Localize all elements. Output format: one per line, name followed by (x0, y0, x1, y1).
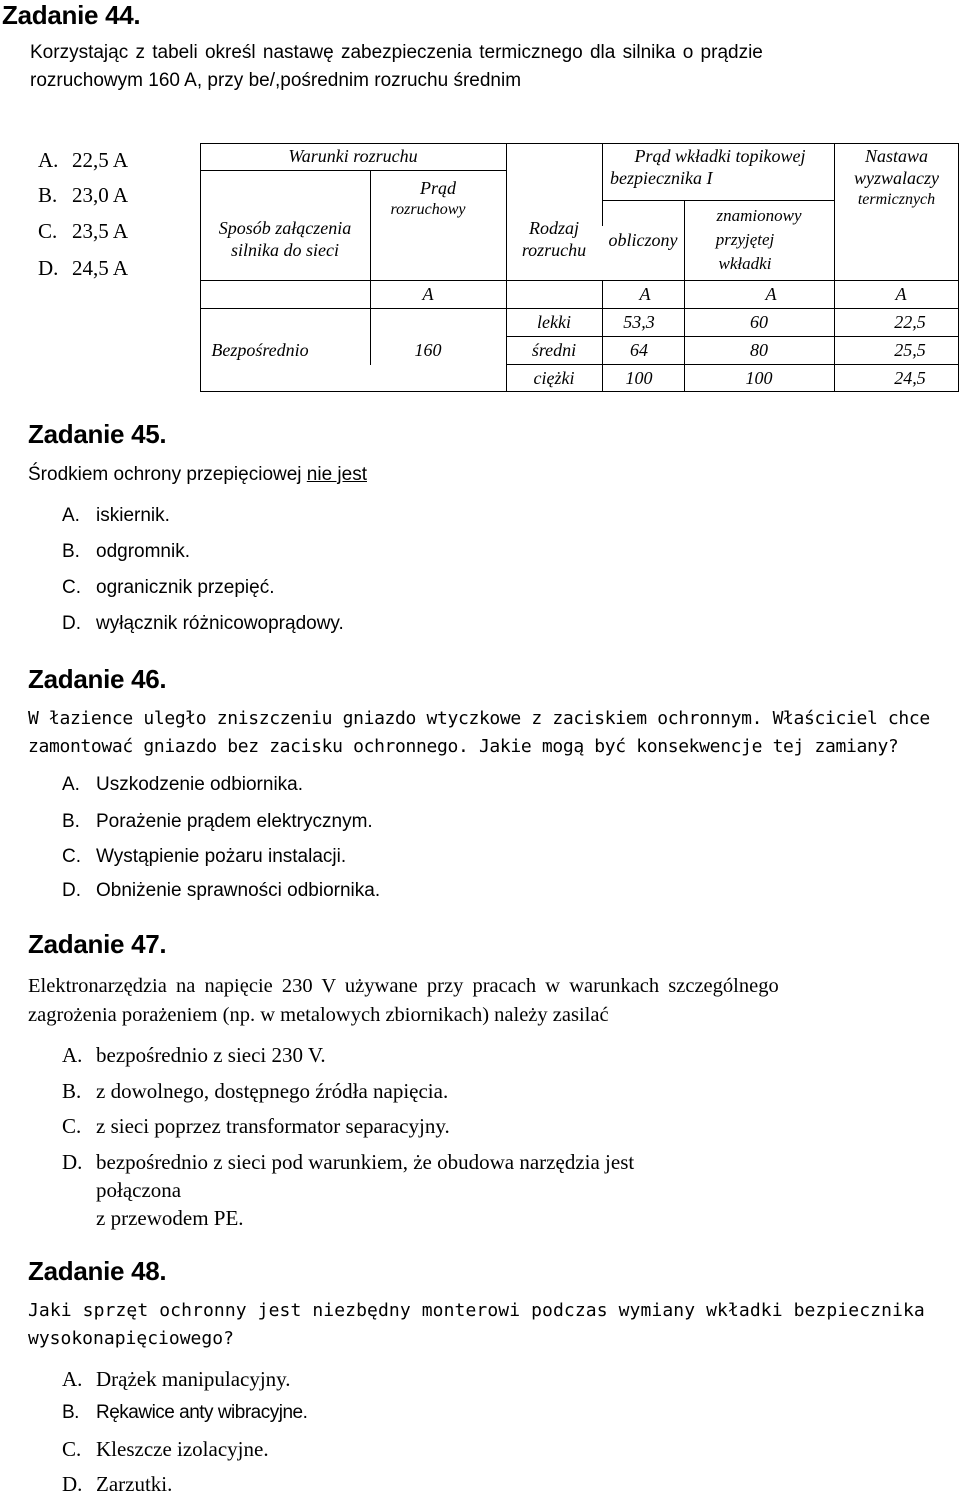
cell-nastawa: 24,5 (894, 368, 926, 388)
cell-nastawa: 22,5 (894, 312, 926, 332)
task-44-option-d[interactable]: D. 24,5 A (38, 256, 129, 280)
task-47-heading: Zadanie 47. (28, 929, 167, 959)
cell-znamionowy: 80 (750, 340, 768, 360)
task-44-question-line1: Korzystając z tabeli określ nastawę zabezpieczenia termicznego dla silnika o prądzie (30, 42, 763, 63)
header-prad-rozruchowy-line1: Prąd (420, 178, 456, 198)
table-row-divider (200, 280, 959, 281)
task-46-question-line1: W łazience uległo zniszczeniu gniazdo wtyczkowe z zaciskiem ochronnym. Właściciel chce (28, 708, 930, 729)
task-48-option-a[interactable]: A. Drążek manipulacyjny. (62, 1367, 291, 1391)
task-45-option-a[interactable]: A. iskiernik. (62, 505, 170, 526)
task-48-option-d[interactable]: D. Zarzutki. (62, 1472, 173, 1496)
task-47-option-d-cont2: z przewodem PE. (96, 1206, 244, 1230)
task-47-question-line1: Elektronarzędzia na napięcie 230 V używane przy pracach w warunkach szczególnego (28, 975, 779, 997)
header-rodzaj-line1: Rodzaj (528, 218, 579, 238)
table-row-divider (200, 308, 959, 309)
cell-znamionowy: 100 (745, 368, 773, 388)
task-48-option-c[interactable]: C. Kleszcze izolacyjne. (62, 1437, 269, 1461)
header-znamionowy-line2: przyjętej (715, 230, 775, 249)
header-znamionowy-line1: znamionowy (716, 206, 802, 225)
unit-znamionowy: A (765, 284, 777, 304)
header-prad-wkladki-line2: bezpiecznika I (610, 168, 713, 188)
table-border-bottom (200, 391, 959, 392)
header-rodzaj-line2: rozruchu (521, 240, 587, 260)
task-45-question: Środkiem ochrony przepięciowej nie jest (28, 464, 367, 485)
unit-nastawa: A (895, 284, 907, 304)
task-46-question-line2: zamontować gniazdo bez zacisku ochronnego. Jakie mogą być konsekwencje tej zamiany? (28, 736, 899, 757)
table-row-divider (506, 336, 959, 337)
task-44-option-b[interactable]: B. 23,0 A (38, 183, 129, 207)
motor-protection-table (200, 143, 959, 392)
task-46-option-b[interactable]: B. Porażenie prądem elektrycznym. (62, 811, 373, 832)
cell-sposob-bezposrednio: Bezpośrednio (211, 340, 309, 360)
table-row-divider (602, 200, 834, 201)
header-prad-rozruchowy-line2: rozruchowy (390, 201, 466, 218)
cell-nastawa: 25,5 (894, 340, 926, 360)
cell-rodzaj: średni (531, 340, 577, 360)
task-47-option-d[interactable]: D. bezpośrednio z sieci pod warunkiem, że obudowa narzędzia jest (62, 1150, 635, 1174)
table-border-top (200, 143, 959, 144)
task-46-heading: Zadanie 46. (28, 664, 167, 694)
cell-obliczony: 53,3 (623, 312, 655, 332)
task-47-option-d-cont1: połączona (96, 1178, 182, 1202)
cell-rodzaj: ciężki (533, 368, 575, 388)
cell-znamionowy: 60 (750, 312, 768, 332)
unit-obliczony: A (639, 284, 651, 304)
cell-obliczony: 64 (630, 340, 648, 360)
task-44-option-c[interactable]: C. 23,5 A (38, 219, 129, 243)
cell-rodzaj: lekki (537, 312, 571, 332)
header-prad-wkladki-line1: Prąd wkładki topikowej (634, 146, 806, 166)
task-48-question-line1: Jaki sprzęt ochronny jest niezbędny monterowi podczas wymiany wkładki bezpiecznika (28, 1300, 925, 1321)
header-sposob-line1: Sposób załączenia (218, 218, 352, 238)
header-znamionowy-line3: wkładki (718, 254, 772, 273)
task-44-option-a[interactable]: A. 22,5 A (38, 148, 129, 172)
task-47-question-line2: zagrożenia porażeniem (np. w metalowych zbiornikach) należy zasilać (28, 1004, 609, 1026)
task-48-question-line2: wysokonapięciowego? (28, 1328, 234, 1349)
task-45-option-d[interactable]: D. wyłącznik różnicowoprądowy. (62, 613, 344, 634)
header-nastawa-line3: termicznych (857, 191, 936, 208)
task-45-underlined: nie jest (306, 464, 367, 485)
task-46-option-c[interactable]: C. Wystąpienie pożaru instalacji. (62, 846, 347, 867)
unit-prad-rozruchowy: A (422, 284, 434, 304)
header-obliczony: obliczony (608, 230, 678, 250)
header-nastawa-line2: wyzwalaczy (854, 168, 939, 188)
task-47-option-b[interactable]: B. z dowolnego, dostępnego źródła napięcia. (62, 1079, 449, 1103)
table-row-divider (506, 364, 959, 365)
table-row-divider (200, 170, 506, 171)
cell-obliczony: 100 (625, 368, 653, 388)
task-48-option-b[interactable]: B. Rękawice anty wibracyjne. (62, 1402, 308, 1423)
task-46-option-a[interactable]: A. Uszkodzenie odbiornika. (62, 774, 304, 795)
task-44-heading: Zadanie 44. (2, 0, 141, 30)
task-47-option-a[interactable]: A. bezpośrednio z sieci 230 V. (62, 1043, 326, 1067)
task-48-heading: Zadanie 48. (28, 1256, 167, 1286)
task-45-option-c[interactable]: C. ogranicznik przepięć. (62, 577, 275, 598)
cell-prad-160: 160 (414, 340, 442, 360)
header-nastawa-line1: Nastawa (864, 146, 929, 166)
task-45-option-b[interactable]: B. odgromnik. (62, 541, 190, 562)
header-sposob-line2: silnika do sieci (231, 240, 339, 260)
task-45-heading: Zadanie 45. (28, 419, 167, 449)
task-47-option-c[interactable]: C. z sieci poprzez transformator separacyjny. (62, 1114, 450, 1138)
header-warunki-rozruchu: Warunki rozruchu (288, 146, 418, 166)
task-46-option-d[interactable]: D. Obniżenie sprawności odbiornika. (62, 880, 381, 901)
task-44-question-line2: rozruchowym 160 A, przy be/,pośrednim rozruchu średnim (30, 70, 522, 91)
